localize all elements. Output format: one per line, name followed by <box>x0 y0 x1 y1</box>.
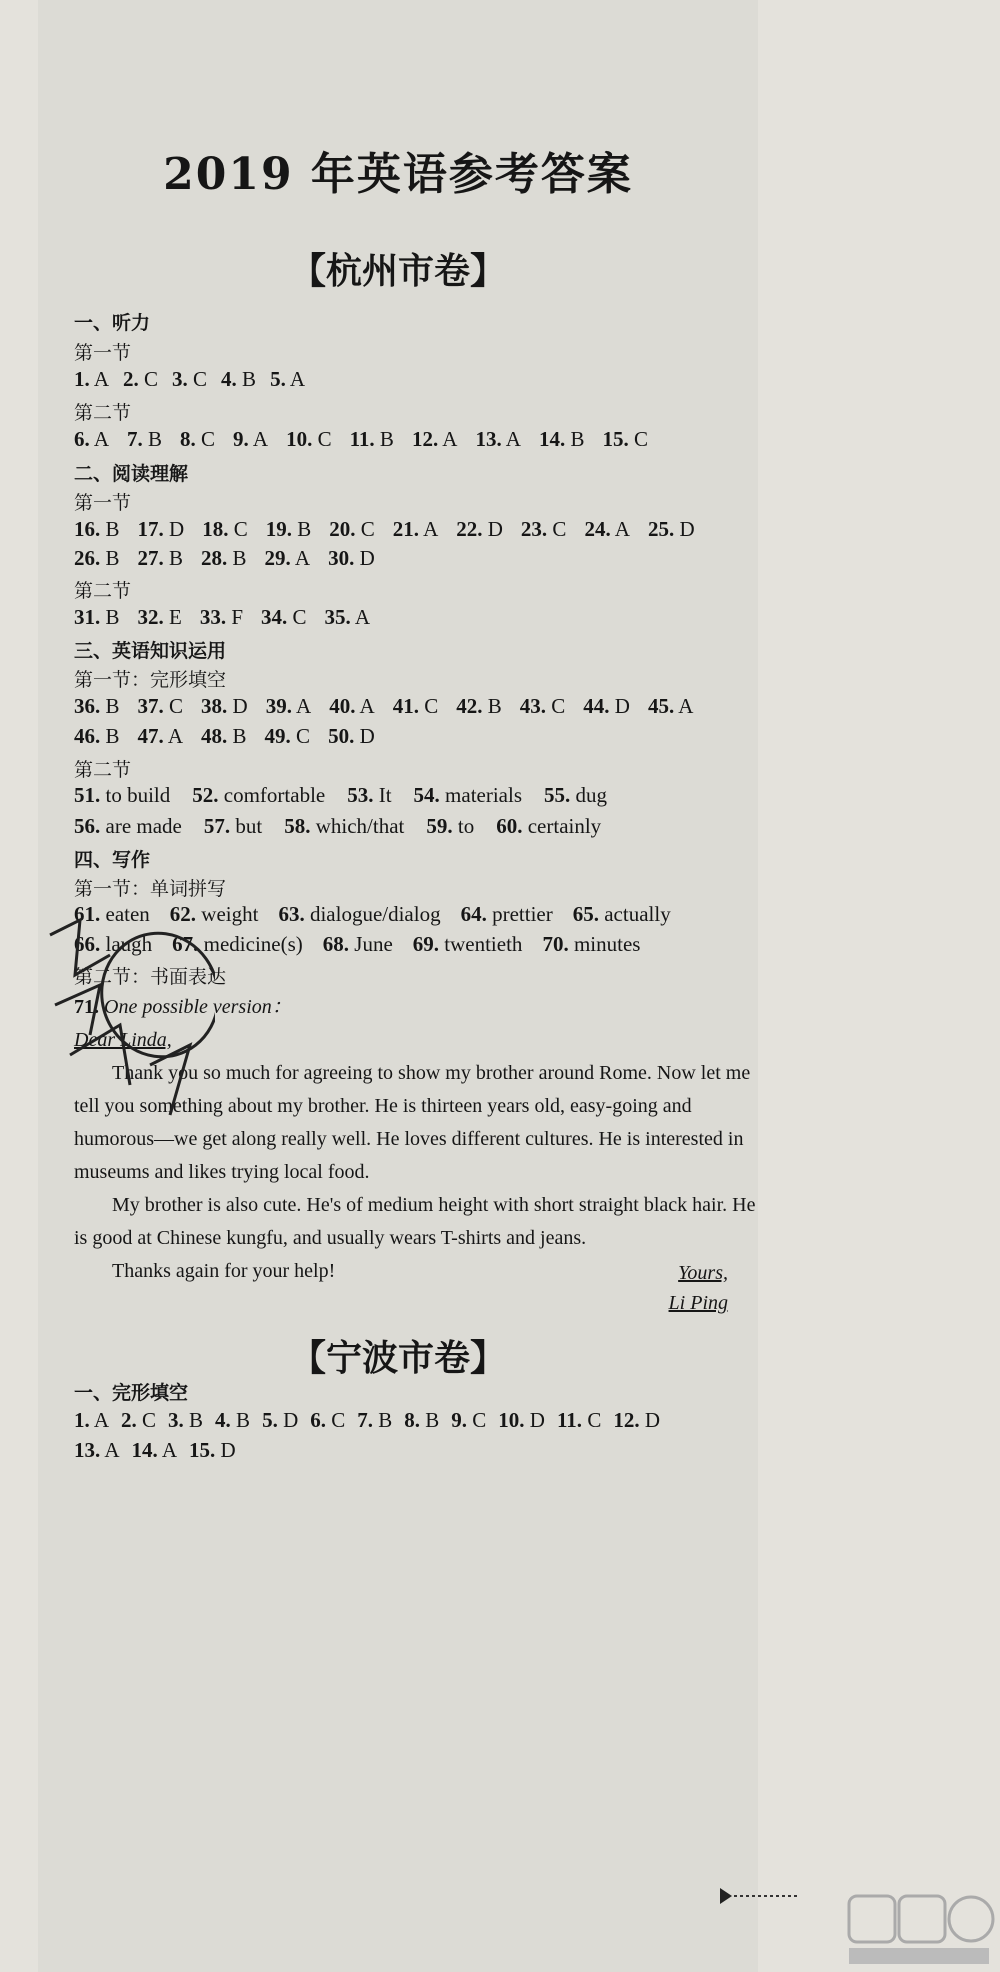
answer-value: which/that <box>310 814 405 838</box>
answer-value: materials <box>439 783 523 807</box>
question-number: 3. <box>168 1408 184 1432</box>
question-number: 56. <box>74 814 101 838</box>
answer-value: A <box>157 1438 178 1462</box>
question-number: 7. <box>127 427 143 451</box>
question-number: 9. <box>233 427 249 451</box>
question-number: 55. <box>544 783 571 807</box>
answer-item <box>180 427 215 451</box>
answer-value: minutes <box>568 932 641 956</box>
subheading-spelling: 第一节：单词拼写 <box>74 878 227 900</box>
question-number: 40. <box>329 694 356 718</box>
answer-row <box>74 694 693 719</box>
essay-number: 71. <box>74 996 99 1018</box>
answer-item <box>233 427 268 451</box>
handwritten-stamp-icon <box>40 915 215 1135</box>
answer-item <box>613 1408 660 1432</box>
answer-value: C <box>163 694 184 718</box>
answer-item <box>138 724 184 748</box>
answer-item <box>266 694 312 718</box>
answer-item <box>475 427 521 451</box>
answer-item <box>270 367 305 391</box>
question-number: 39. <box>265 694 292 718</box>
answer-value: A <box>355 694 375 718</box>
answer-item <box>328 546 375 570</box>
answer-value: C <box>325 1408 346 1432</box>
question-number: 33. <box>199 605 227 629</box>
answer-value: B <box>374 427 394 451</box>
question-number: 3. <box>172 367 188 391</box>
answer-value: A <box>610 517 630 541</box>
question-number: 53. <box>347 783 374 807</box>
answer-value: It <box>373 783 392 807</box>
watermark-logo-icon <box>845 1890 995 1970</box>
answer-item <box>520 694 566 718</box>
question-number: 12. <box>613 1408 640 1432</box>
answer-value: C <box>187 367 208 391</box>
answer-value: B <box>227 546 247 570</box>
answer-row <box>74 724 375 749</box>
answer-item <box>266 517 312 541</box>
answer-value: eaten <box>100 902 150 926</box>
answer-item <box>74 724 120 748</box>
essay-paragraph: Thanks again for your help! <box>112 1260 336 1282</box>
question-number: 29. <box>264 546 291 570</box>
answer-value: A <box>163 724 184 748</box>
answer-item <box>138 694 184 718</box>
section-banner-hangzhou: 【杭州市卷】 <box>289 251 506 292</box>
answer-item <box>265 546 311 570</box>
question-number: 1. <box>74 367 90 391</box>
answer-value: A <box>291 694 312 718</box>
question-number: 38. <box>201 694 228 718</box>
question-number: 15. <box>602 427 629 451</box>
answer-item <box>557 1408 601 1432</box>
answer-value: to <box>452 814 475 838</box>
answer-row <box>74 427 648 452</box>
answer-item <box>200 605 243 629</box>
answer-value: D <box>354 546 375 570</box>
answer-item <box>261 605 307 629</box>
answer-item <box>539 427 585 451</box>
answer-value: June <box>349 932 393 956</box>
answer-item <box>323 932 393 956</box>
answer-value: to build <box>100 783 171 807</box>
answer-item <box>74 605 120 629</box>
question-number: 9. <box>451 1408 468 1432</box>
answer-value: B <box>291 517 312 541</box>
answer-value: B <box>100 546 120 570</box>
answer-value: A <box>438 427 458 451</box>
answer-value: A <box>100 1438 120 1462</box>
essay-greeting: Dear Linda, <box>74 1029 172 1051</box>
answer-item <box>132 1438 178 1462</box>
answer-value: B <box>236 367 257 391</box>
answer-value: C <box>582 1408 602 1432</box>
question-number: 14. <box>131 1438 158 1462</box>
question-number: 50. <box>328 724 355 748</box>
question-number: 48. <box>201 724 228 748</box>
answer-value: D <box>674 517 695 541</box>
answer-item <box>357 1408 392 1432</box>
answer-item <box>456 517 503 541</box>
answer-value: but <box>230 814 263 838</box>
question-number: 68. <box>322 932 350 956</box>
question-number: 37. <box>137 694 164 718</box>
answer-value: B <box>100 605 120 629</box>
answer-item <box>138 517 185 541</box>
answer-item <box>74 1408 109 1432</box>
question-number: 28. <box>201 546 228 570</box>
answer-item <box>121 1408 156 1432</box>
answer-item <box>192 783 325 807</box>
question-number: 54. <box>413 783 440 807</box>
question-number: 8. <box>180 427 196 451</box>
subheading-part1: 第一节 <box>74 342 132 364</box>
question-number: 11. <box>556 1408 583 1432</box>
answer-value: C <box>628 427 648 451</box>
answer-row <box>74 1408 660 1433</box>
essay-paragraph: My brother is also cute. He's of medium height with short straight black hair. He is good at Chinese kungfu, and usually wears T-shirts and jeans. <box>74 1194 756 1249</box>
answer-value: C <box>547 517 567 541</box>
question-number: 65. <box>572 902 599 926</box>
question-number: 58. <box>284 814 311 838</box>
question-number: 17. <box>137 517 164 541</box>
answer-item <box>461 902 553 926</box>
answer-value: B <box>230 1408 251 1432</box>
answer-value: C <box>355 517 375 541</box>
question-number: 5. <box>270 367 286 391</box>
answer-value: D <box>227 694 248 718</box>
answer-value: D <box>609 694 630 718</box>
answer-value: C <box>467 1408 487 1432</box>
answer-item <box>413 932 523 956</box>
answer-item <box>189 1438 236 1462</box>
essay-signature: Li Ping <box>668 1292 728 1314</box>
answer-value: C <box>290 724 311 748</box>
answer-item <box>350 427 394 451</box>
question-number: 62. <box>169 902 197 926</box>
answer-item <box>123 367 158 391</box>
answer-item <box>172 367 207 391</box>
question-number: 46. <box>74 724 101 748</box>
answer-value: dialogue/dialog <box>304 902 441 926</box>
question-number: 51. <box>74 783 101 807</box>
question-number: 47. <box>137 724 164 748</box>
answer-item <box>284 814 404 838</box>
section-banner-ningbo: 【宁波市卷】 <box>289 1338 506 1379</box>
answer-item <box>456 694 502 718</box>
question-number: 5. <box>262 1408 278 1432</box>
answer-value: A <box>89 427 110 451</box>
essay-label: One possible version： <box>104 996 292 1018</box>
question-number: 7. <box>357 1408 373 1432</box>
question-number: 6. <box>74 427 90 451</box>
answer-item <box>74 783 170 807</box>
question-number: 57. <box>203 814 231 838</box>
answer-row <box>74 546 375 571</box>
answer-value: D <box>277 1408 299 1432</box>
answer-item <box>414 783 522 807</box>
question-number: 8. <box>404 1408 421 1432</box>
subheading-part1: 第一节 <box>74 492 132 514</box>
answer-item <box>328 724 375 748</box>
answer-value: laugh <box>100 932 153 956</box>
answer-item <box>573 902 671 926</box>
answer-row <box>74 367 305 392</box>
answer-value: A <box>418 517 439 541</box>
answer-value: B <box>163 546 184 570</box>
answer-item <box>74 546 120 570</box>
question-number: 6. <box>310 1408 326 1432</box>
answer-item <box>221 367 256 391</box>
answer-value: prettier <box>486 902 553 926</box>
answer-item <box>542 932 640 956</box>
question-number: 64. <box>460 902 487 926</box>
answer-value: comfortable <box>218 783 326 807</box>
answer-item <box>215 1408 250 1432</box>
question-number: 15. <box>189 1438 216 1462</box>
answer-item <box>347 783 391 807</box>
answer-item <box>265 724 311 748</box>
answer-item <box>74 1438 120 1462</box>
answer-value: D <box>482 517 503 541</box>
question-number: 1. <box>74 1408 90 1432</box>
answer-value: B <box>482 694 502 718</box>
question-number: 12. <box>411 427 439 451</box>
answer-item <box>412 427 458 451</box>
question-number: 18. <box>202 517 229 541</box>
answer-item <box>201 546 247 570</box>
question-number: 4. <box>221 367 237 391</box>
question-number: 70. <box>542 932 569 956</box>
question-number: 61. <box>74 902 101 926</box>
answer-value: B <box>565 427 585 451</box>
answer-item <box>286 427 332 451</box>
answer-item <box>74 814 182 838</box>
answer-value: B <box>100 694 120 718</box>
question-number: 10. <box>286 427 313 451</box>
answer-value: A <box>674 694 694 718</box>
answer-value: A <box>89 367 110 391</box>
answer-value: A <box>350 605 371 629</box>
question-number: 67. <box>172 932 199 956</box>
question-number: 27. <box>137 546 164 570</box>
answer-item <box>74 367 109 391</box>
question-number: 34. <box>261 605 288 629</box>
answer-value: twentieth <box>439 932 523 956</box>
question-number: 63. <box>278 902 305 926</box>
question-number: 26. <box>74 546 101 570</box>
answer-value: A <box>290 546 311 570</box>
answer-item <box>201 694 248 718</box>
answer-item <box>168 1408 203 1432</box>
question-number: 13. <box>475 427 502 451</box>
answer-value: B <box>183 1408 204 1432</box>
question-number: 23. <box>520 517 548 541</box>
question-number: 22. <box>456 517 483 541</box>
question-number: 14. <box>538 427 566 451</box>
answer-item <box>204 814 262 838</box>
essay-paragraph: Thank you so much for agreeing to show my brother around Rome. Now let me tell you something about my brother. He is thirteen years old, easy-going and humorous—we get along really well. He loves different cultures. He is interested in museums and likes trying local food. <box>74 1062 751 1183</box>
heading-listening: 一、听力 <box>74 312 151 334</box>
answer-value: C <box>287 605 307 629</box>
answer-item <box>74 694 120 718</box>
answer-item <box>404 1408 439 1432</box>
answer-value: B <box>227 724 247 748</box>
question-number: 30. <box>328 546 355 570</box>
question-number: 41. <box>392 694 419 718</box>
answer-value: medicine(s) <box>198 932 303 956</box>
question-number: 35. <box>324 605 351 629</box>
question-number: 31. <box>74 605 101 629</box>
answer-item <box>202 517 248 541</box>
heading-cloze: 一、完形填空 <box>74 1382 189 1404</box>
answer-value: F <box>226 605 244 629</box>
question-number: 2. <box>123 367 139 391</box>
answer-item <box>426 814 474 838</box>
answer-value: D <box>639 1408 660 1432</box>
page-title: 2019 年英语参考答案 <box>163 149 633 200</box>
answer-item <box>584 517 630 541</box>
subheading-part2: 第二节 <box>74 402 132 424</box>
answer-item <box>451 1408 486 1432</box>
answer-row <box>74 814 601 839</box>
question-number: 52. <box>192 783 219 807</box>
answer-value: C <box>312 427 332 451</box>
answer-item <box>648 694 694 718</box>
answer-value: C <box>195 427 216 451</box>
question-number: 44. <box>583 694 610 718</box>
subheading-composition: 第二节：书面表达 <box>74 966 227 988</box>
answer-value: C <box>138 367 159 391</box>
question-number: 16. <box>74 517 101 541</box>
answer-value: B <box>100 517 120 541</box>
answer-item <box>602 427 648 451</box>
subheading-part2: 第二节 <box>74 759 132 781</box>
answer-item <box>329 694 375 718</box>
answer-item <box>496 814 601 838</box>
answer-value: C <box>136 1408 157 1432</box>
question-number: 2. <box>121 1408 137 1432</box>
question-number: 11. <box>349 427 375 451</box>
answer-item <box>262 1408 298 1432</box>
question-number: 24. <box>584 517 611 541</box>
answer-row <box>74 605 370 630</box>
answer-value: C <box>228 517 248 541</box>
question-number: 32. <box>137 605 164 629</box>
question-number: 59. <box>426 814 453 838</box>
answer-value: A <box>285 367 306 391</box>
answer-item <box>329 517 375 541</box>
question-number: 36. <box>74 694 101 718</box>
answer-value: D <box>354 724 375 748</box>
subheading-part2: 第二节 <box>74 580 132 602</box>
answer-value: A <box>248 427 269 451</box>
answer-value: C <box>418 694 439 718</box>
answer-row <box>74 517 695 542</box>
answer-item <box>138 546 184 570</box>
answer-item <box>498 1408 545 1432</box>
question-number: 20. <box>329 517 356 541</box>
answer-value: actually <box>598 902 671 926</box>
question-number: 42. <box>456 694 483 718</box>
question-number: 45. <box>647 694 675 718</box>
answer-item <box>127 427 162 451</box>
essay-closing: Yours, <box>678 1262 728 1284</box>
answer-value: B <box>142 427 163 451</box>
subheading-cloze: 第一节：完形填空 <box>74 669 227 691</box>
question-number: 43. <box>519 694 547 718</box>
answer-value: certainly <box>522 814 602 838</box>
answer-row <box>74 1438 236 1463</box>
answer-item <box>310 1408 345 1432</box>
answer-item <box>521 517 567 541</box>
answer-value: A <box>89 1408 110 1432</box>
answer-value: D <box>215 1438 236 1462</box>
question-number: 66. <box>74 932 101 956</box>
answer-item <box>648 517 695 541</box>
answer-value: C <box>546 694 566 718</box>
answer-item <box>393 517 439 541</box>
question-number: 60. <box>496 814 523 838</box>
answer-item <box>583 694 630 718</box>
answer-item <box>325 605 371 629</box>
question-number: 49. <box>264 724 291 748</box>
answer-row <box>74 783 607 808</box>
answer-value: A <box>501 427 521 451</box>
answer-value: weight <box>196 902 259 926</box>
answer-value: D <box>163 517 185 541</box>
answer-item <box>544 783 607 807</box>
answer-item <box>278 902 440 926</box>
answer-value: E <box>163 605 182 629</box>
question-number: 10. <box>498 1408 525 1432</box>
heading-language-use: 三、英语知识运用 <box>74 640 227 662</box>
answer-value: B <box>373 1408 393 1432</box>
question-number: 69. <box>412 932 440 956</box>
answer-value: are made <box>100 814 182 838</box>
question-number: 13. <box>74 1438 101 1462</box>
question-number: 25. <box>647 517 675 541</box>
answer-item <box>74 427 109 451</box>
continue-arrow-icon <box>720 1886 800 1906</box>
answer-item <box>201 724 247 748</box>
answer-item <box>393 694 439 718</box>
heading-reading: 二、阅读理解 <box>74 463 189 485</box>
answer-value: B <box>420 1408 440 1432</box>
answer-item <box>74 517 120 541</box>
heading-writing: 四、写作 <box>74 849 151 871</box>
answer-value: D <box>524 1408 545 1432</box>
question-number: 19. <box>265 517 292 541</box>
question-number: 4. <box>215 1408 231 1432</box>
answer-value: B <box>100 724 120 748</box>
answer-item <box>138 605 182 629</box>
answer-value: dug <box>570 783 608 807</box>
question-number: 21. <box>392 517 419 541</box>
